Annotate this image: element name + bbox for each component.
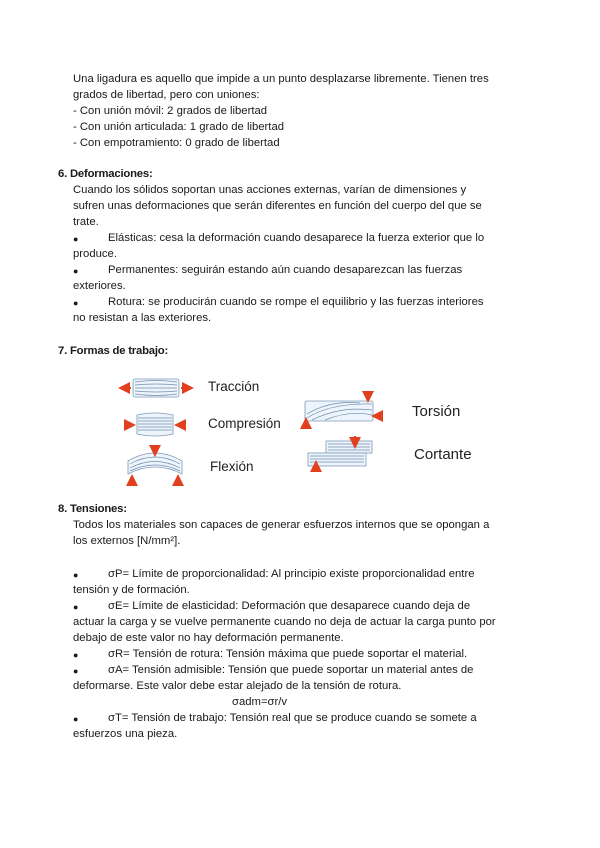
sec8-paragraph-line-2: los externos [N/mm²]. bbox=[73, 535, 181, 547]
bullet-icon: ● bbox=[73, 266, 79, 276]
sec6-bullet-3-line-2: no resistan a las exteriores. bbox=[73, 312, 212, 324]
bullet-icon: ● bbox=[73, 298, 79, 308]
intro-line-3: - Con unión móvil: 2 grados de libertad bbox=[73, 105, 268, 117]
compression-label: Compresión bbox=[208, 416, 281, 431]
section-8-heading: 8. Tensiones: bbox=[58, 503, 127, 515]
sec8-bullet-4-line-2: deformarse. Este valor debe estar alejado de la tensión de rotura. bbox=[73, 680, 402, 692]
torsion-diagram bbox=[305, 396, 378, 424]
admissible-stress-formula: σadm=σr/v bbox=[232, 696, 288, 708]
intro-line-4: - Con unión articulada: 1 grado de libertad bbox=[73, 121, 285, 133]
section-7-heading: 7. Formas de trabajo: bbox=[58, 345, 169, 357]
flexion-diagram bbox=[128, 446, 182, 484]
sec8-bullet-2-line-3: debajo de este valor no hay deformación permanente. bbox=[73, 632, 344, 644]
traction-diagram bbox=[120, 379, 192, 397]
traction-label: Tracción bbox=[208, 379, 260, 394]
sec8-bullet-2-line-1: σE= Límite de elasticidad: Deformación que desaparece cuando deja de bbox=[108, 600, 471, 612]
sec6-paragraph-line-2: sufren unas deformaciones que serán diferentes en función del cuerpo del que se bbox=[73, 200, 482, 212]
compression-diagram bbox=[124, 413, 186, 436]
bullet-icon: ● bbox=[73, 602, 79, 612]
sec8-paragraph-line-1: Todos los materiales son capaces de generar esfuerzos internos que se opongan a bbox=[73, 519, 490, 531]
sec8-bullet-5-line-2: esfuerzos una pieza. bbox=[73, 728, 178, 740]
sec6-bullet-2-line-2: exteriores. bbox=[73, 280, 126, 292]
sec6-paragraph-line-1: Cuando los sólidos soportan unas acciones externas, varían de dimensiones y bbox=[73, 184, 467, 196]
sec6-paragraph-line-3: trate. bbox=[73, 216, 99, 228]
sec6-bullet-1-line-2: produce. bbox=[73, 248, 117, 260]
section-6-heading: 6. Deformaciones: bbox=[58, 168, 153, 180]
shear-label: Cortante bbox=[414, 446, 472, 463]
sec8-bullet-1-line-2: tensión y de formación. bbox=[73, 584, 190, 596]
intro-line-2: grados de libertad, pero con uniones: bbox=[73, 89, 260, 101]
bullet-icon: ● bbox=[73, 570, 79, 580]
sec8-bullet-4-line-1: σA= Tensión admisible: Tensión que puede soportar un material antes de bbox=[108, 664, 474, 676]
shear-diagram bbox=[308, 436, 372, 472]
bullet-icon: ● bbox=[73, 666, 79, 676]
sec6-bullet-2-line-1: Permanentes: seguirán estando aún cuando desaparezcan las fuerzas bbox=[108, 264, 463, 276]
sec8-bullet-3: σR= Tensión de rotura: Tensión máxima que puede soportar el material. bbox=[108, 648, 468, 660]
sec8-bullet-5-line-1: σT= Tensión de trabajo: Tensión real que se produce cuando se somete a bbox=[108, 712, 477, 724]
intro-line-1: Una ligadura es aquello que impide a un punto desplazarse libremente. Tienen tres bbox=[73, 73, 489, 85]
bullet-icon: ● bbox=[73, 714, 79, 724]
bullet-icon: ● bbox=[73, 234, 79, 244]
sec6-bullet-3-line-1: Rotura: se producirán cuando se rompe el equilibrio y las fuerzas interiores bbox=[108, 296, 484, 308]
flexion-label: Flexión bbox=[210, 459, 254, 474]
intro-line-5: - Con empotramiento: 0 grado de libertad bbox=[73, 137, 280, 149]
sec8-bullet-1-line-1: σP= Límite de proporcionalidad: Al principio existe proporcionalidad entre bbox=[108, 568, 475, 580]
torsion-label: Torsión bbox=[412, 403, 461, 420]
sec6-bullet-1-line-1: Elásticas: cesa la deformación cuando desaparece la fuerza exterior que lo bbox=[108, 232, 485, 244]
sec8-bullet-2-line-2: actuar la carga y se vuelve permanente cuando no deja de actuar la carga punto por bbox=[73, 616, 496, 628]
bullet-icon: ● bbox=[73, 650, 79, 660]
